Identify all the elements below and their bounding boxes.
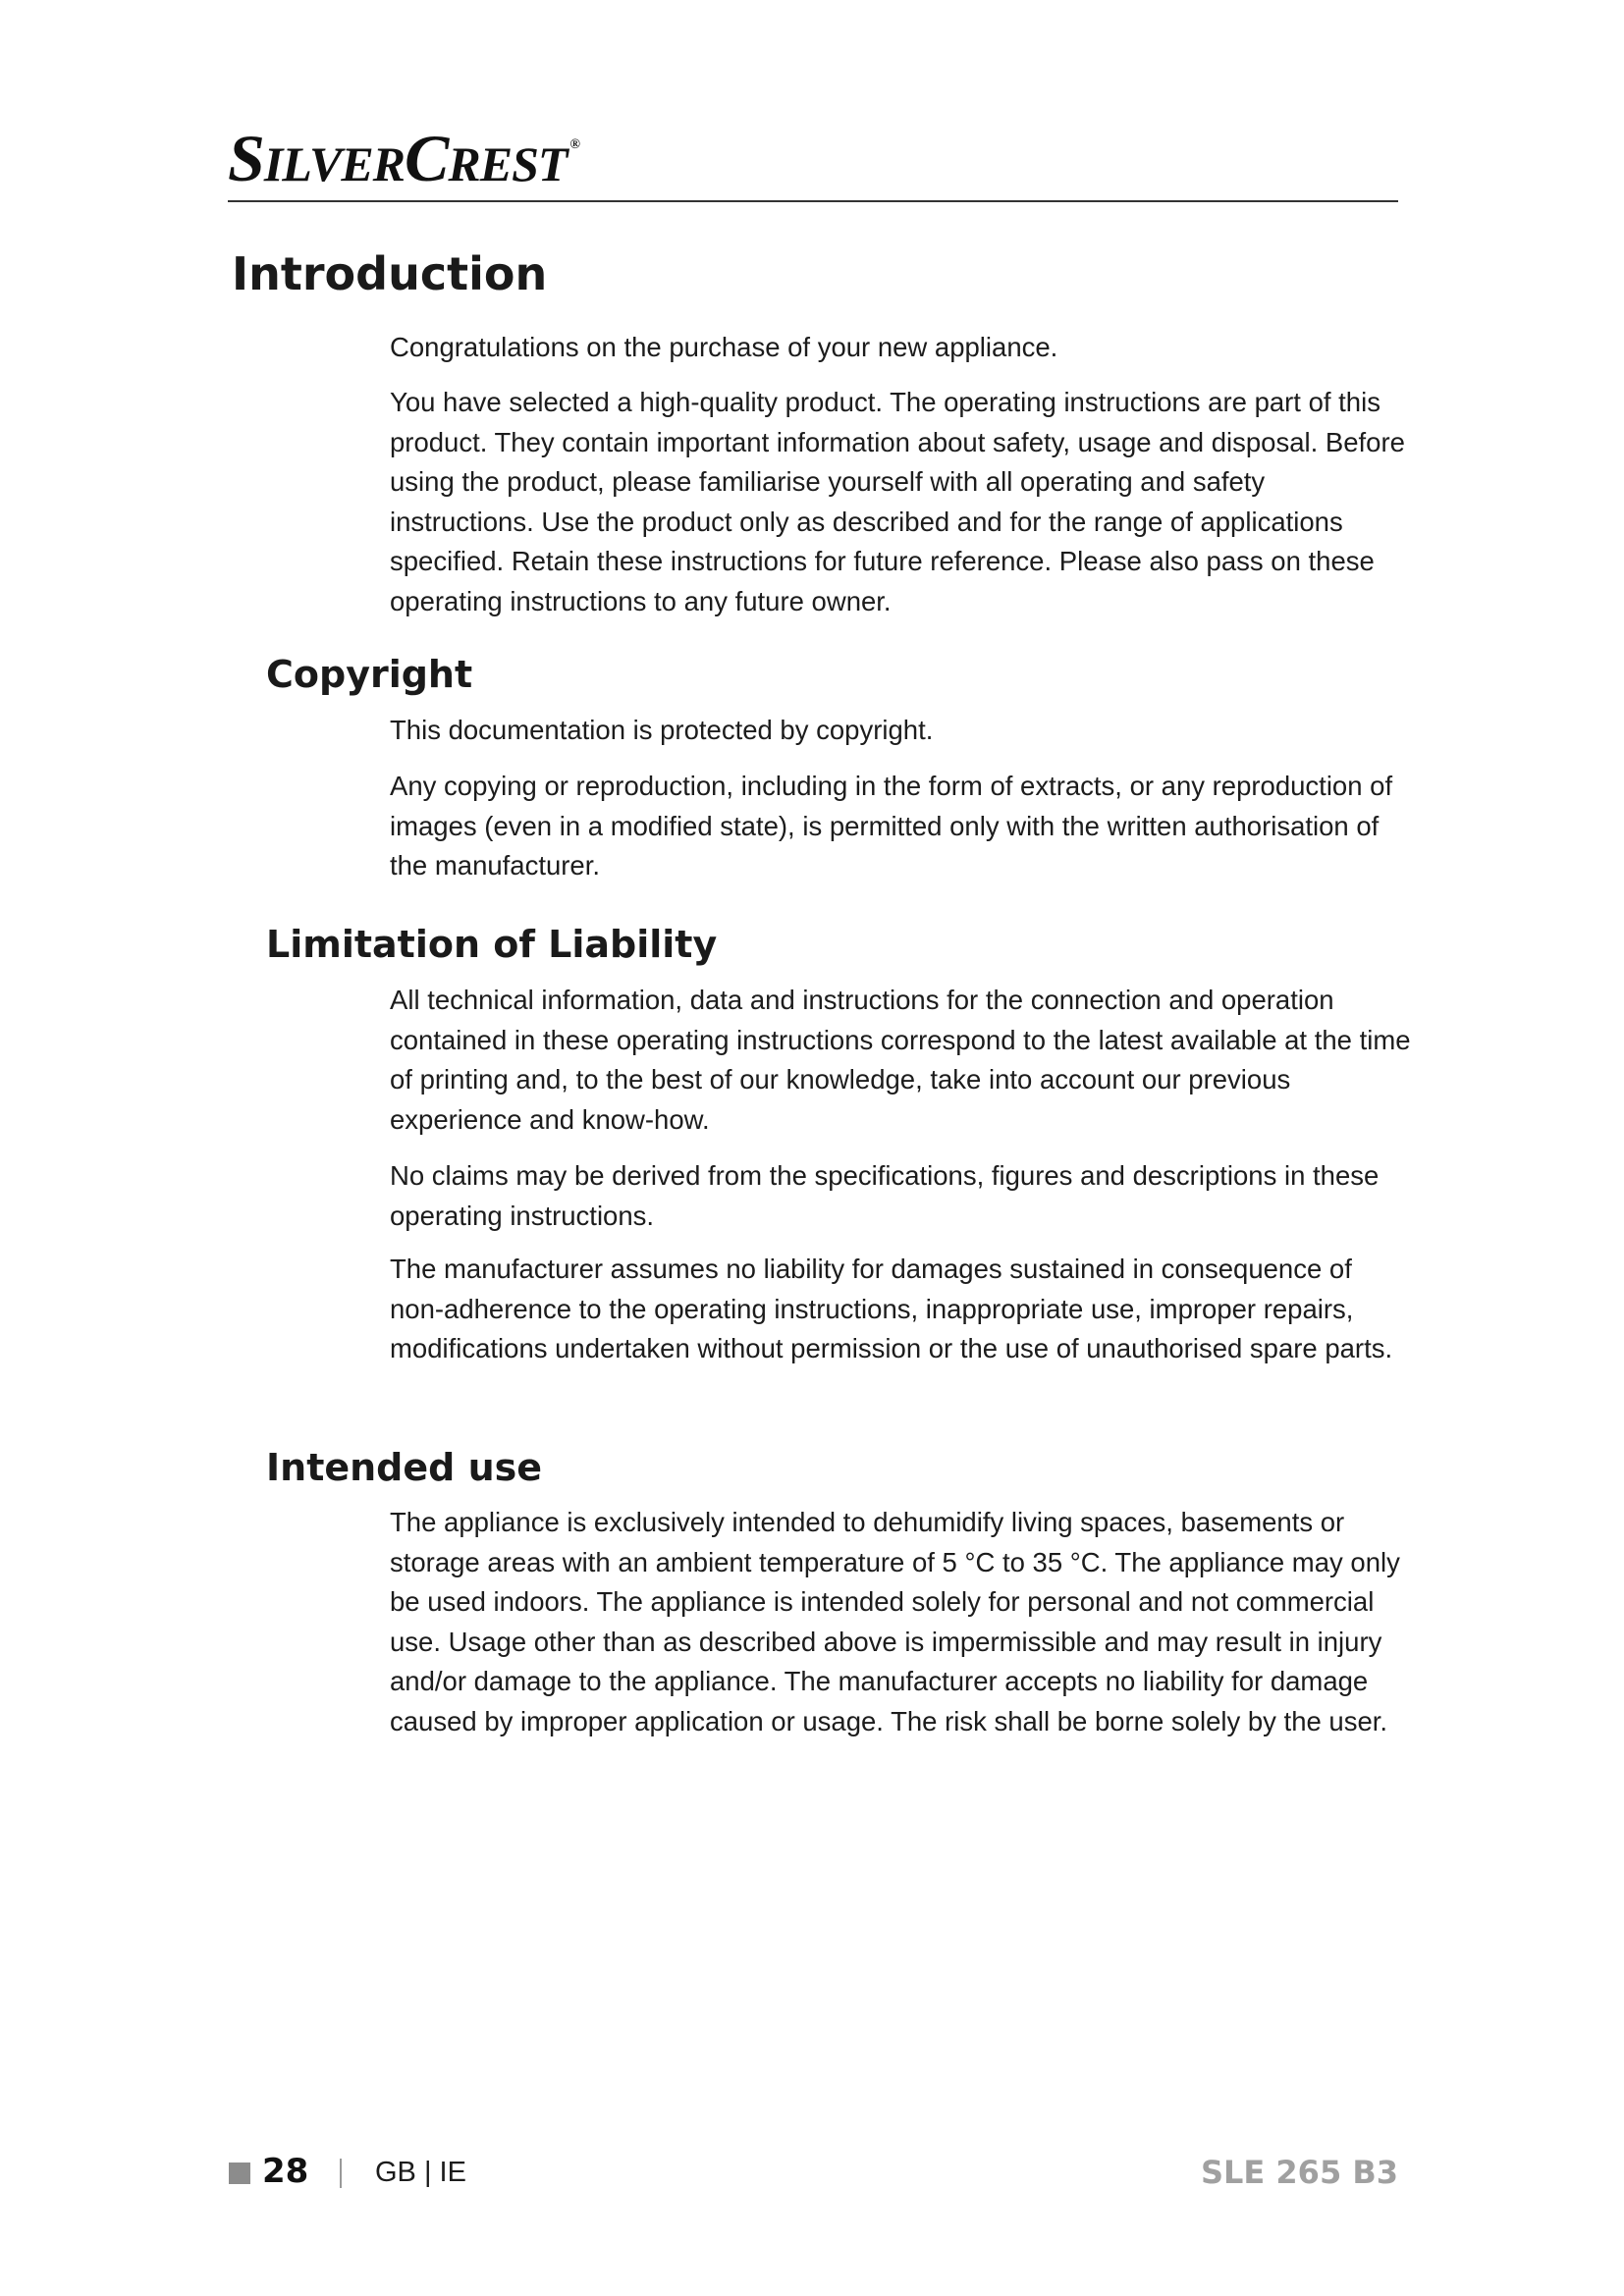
copyright-paragraph-1: This documentation is protected by copyright. <box>390 715 934 745</box>
footer-model-number: SLE 265 B3 <box>1200 2154 1398 2191</box>
page-number: 28 <box>262 2152 309 2191</box>
liability-paragraph-1: All technical information, data and instructions for the connection and operation contained in these operating instructions correspond to the latest available at the time of printing and, to the best of our knowledge, take into account our previous experience and know-how. <box>390 985 1411 1135</box>
liability-paragraph-3: The manufacturer assumes no liability for damages sustained in consequence of non-adherence to the operating instructions, inappropriate use, improper repairs, modifications undertaken without permission or the use of unauthorised spare parts. <box>390 1254 1393 1363</box>
header-divider <box>228 200 1398 202</box>
footer-language: GB | IE <box>375 2157 466 2188</box>
silvercrest-logo: SILVERCREST ® <box>228 121 579 195</box>
liability-paragraph-2: No claims may be derived from the specifications, figures and descriptions in these operating instructions. <box>390 1160 1380 1231</box>
heading-introduction: Introduction <box>232 247 548 300</box>
heading-copyright: Copyright <box>266 653 473 696</box>
intended-use-paragraph: The appliance is exclusively intended to dehumidify living spaces, basements or storage areas with an ambient temperature of 5 °C to 35 °C. The appliance may only be used indoors. The appliance is intended solely for personal and not commercial use. Usage other than as described above is impermissible and may result in injury and/or damage to the appliance. The manufacturer accepts no liability for damage caused by improper application or usage. The risk shall be borne solely by the user. <box>390 1507 1400 1736</box>
intro-paragraph-2: You have selected a high-quality product. The operating instructions are part of this product. They contain important information about safety, usage and disposal. Before using the product, please familiarise yourself with all operating and safety instructions. Use the product only as described and for the range of applications specified. Retain these instructions for future reference. Please also pass on these operating instructions to any future owner. <box>390 387 1405 616</box>
intro-paragraph-1: Congratulations on the purchase of your new appliance. <box>390 332 1058 362</box>
heading-intended-use: Intended use <box>266 1446 543 1489</box>
registered-mark: ® <box>569 137 579 152</box>
footer-square-icon <box>229 2163 250 2184</box>
heading-limitation-of-liability: Limitation of Liability <box>266 923 718 966</box>
copyright-paragraph-2: Any copying or reproduction, including in the form of extracts, or any reproduction of images (even in a modified state), is permitted only with the written authorisation of the manufacturer. <box>390 771 1393 881</box>
footer-separator <box>340 2159 342 2188</box>
